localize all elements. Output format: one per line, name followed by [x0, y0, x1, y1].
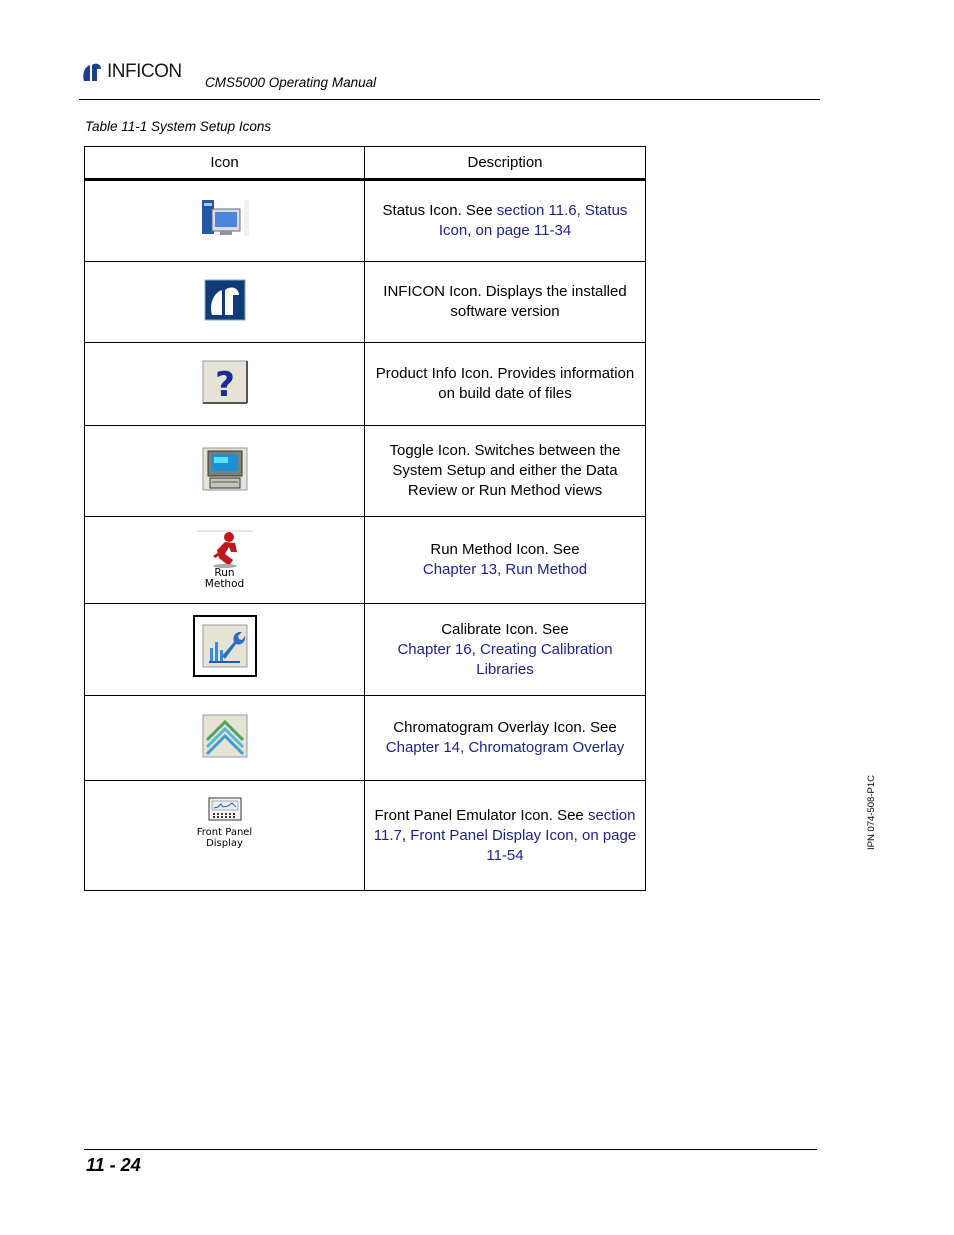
table-row — [85, 262, 646, 343]
front-panel-icon-label-line2: Display — [206, 838, 243, 849]
table-header-row — [85, 147, 646, 180]
table-row — [85, 517, 646, 604]
link-separator: , — [401, 826, 411, 844]
calibration-chapter-link[interactable]: Chapter 16, Creating Calibration Libraries — [397, 640, 613, 678]
front-panel-icon-label-line1: Front Panel — [196, 827, 253, 838]
inficon-logo-mark-icon — [81, 61, 103, 83]
calibrate-icon — [193, 615, 257, 677]
front-panel-display-link[interactable]: Front Panel Display Icon, on page 11-54 — [410, 826, 637, 864]
table-row — [85, 426, 646, 517]
description-text: Chromatogram Overlay Icon. See — [393, 719, 617, 736]
inficon-logo — [81, 60, 196, 84]
ipn-code: IPN 074-508-P1C — [866, 775, 877, 850]
product-info-icon — [202, 360, 248, 409]
run-method-icon-label: Run Method — [204, 567, 245, 590]
front-panel-display-icon — [190, 797, 260, 849]
chromatogram-chapter-link[interactable]: Chapter 14, Chromatogram Overlay — [385, 739, 625, 756]
status-icon — [200, 199, 250, 244]
inficon-icon — [204, 279, 246, 326]
page-number: 11 - 24 — [86, 1155, 141, 1175]
table-row — [85, 180, 646, 262]
system-setup-icons-table — [84, 146, 646, 891]
svg-text:?: ? — [214, 364, 235, 404]
description-text: Calibrate Icon. See — [441, 620, 569, 638]
table-row — [85, 604, 646, 696]
description-text: Status Icon. See — [382, 202, 497, 219]
table-caption: Table 11-1 System Setup Icons — [85, 119, 272, 134]
chromatogram-overlay-icon — [202, 714, 248, 763]
description-text: Product Info Icon. Provides information on build date of files — [365, 343, 646, 426]
description-text: Run Method Icon. See — [430, 541, 580, 558]
table-row — [85, 696, 646, 781]
run-method-icon — [195, 530, 255, 590]
toggle-icon — [202, 447, 248, 496]
logo-text: INFICON — [107, 61, 182, 82]
table-row — [85, 343, 646, 426]
front-panel-section-link[interactable]: section 11.7 — [373, 806, 636, 844]
description-text: INFICON Icon. Displays the installed software version — [365, 262, 646, 343]
footer-divider — [84, 1149, 817, 1150]
column-header-icon: Icon — [85, 147, 365, 180]
manual-title: CMS5000 Operating Manual — [205, 75, 377, 90]
column-header-description: Description — [365, 147, 646, 180]
header-divider — [79, 99, 820, 100]
table-row — [85, 781, 646, 891]
status-section-link[interactable]: section 11.6, Status Icon, on page 11-34 — [438, 202, 628, 239]
run-method-chapter-link[interactable]: Chapter 13, Run Method — [422, 561, 588, 578]
description-text: Toggle Icon. Switches between the System Setup and either the Data Review or Run Method views — [365, 426, 646, 517]
description-text: Front Panel Emulator Icon. See — [374, 806, 588, 824]
